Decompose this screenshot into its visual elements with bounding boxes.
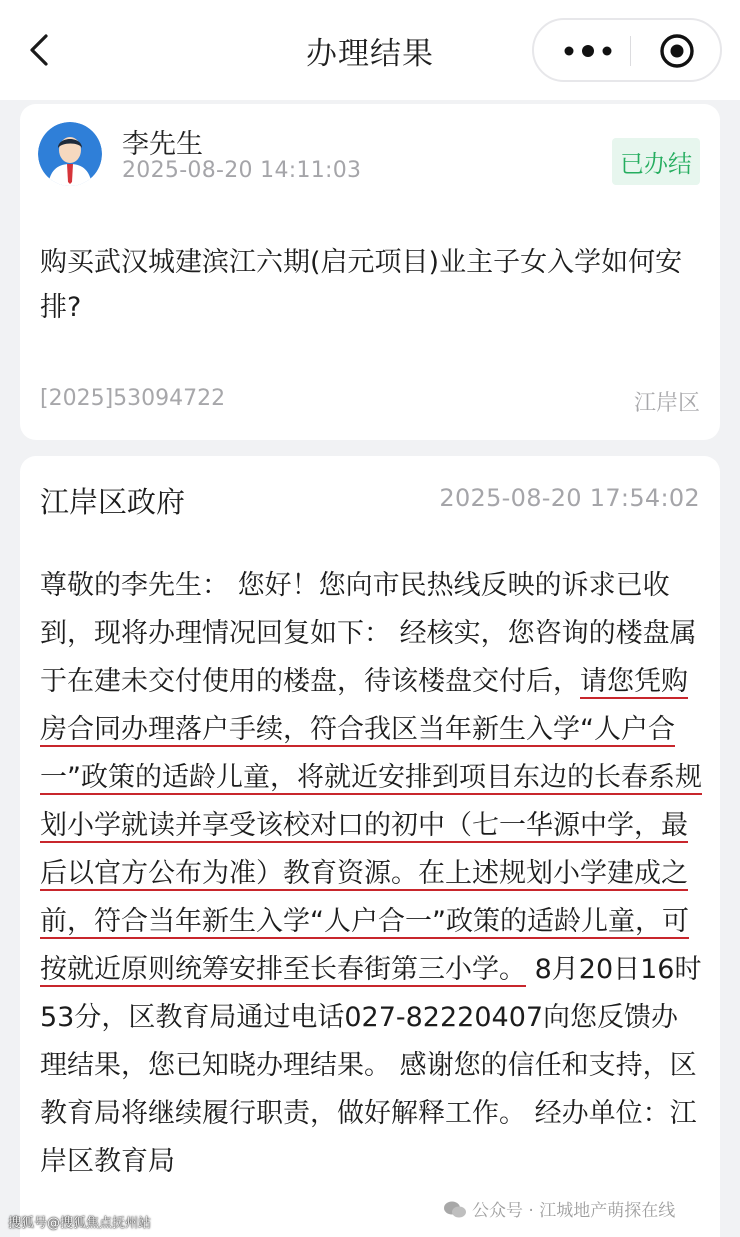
wechat-icon xyxy=(444,1201,466,1219)
reply-text-intro: 尊敬的李先生： 您好！您向市民热线反映的诉求已收到，现将办理情况回复如下： 经核实，您咨询的楼盘属于在建未交付使用的楼盘，待该楼盘交付后， xyxy=(40,570,697,697)
page-title: 办理结果 xyxy=(306,36,434,72)
watermark-left: 搜狐号@搜狐焦点抚州站 xyxy=(8,1216,152,1231)
top-navigation-bar xyxy=(0,0,740,100)
request-card xyxy=(20,104,720,440)
case-number: [2025]53094722 xyxy=(40,386,226,411)
status-badge: 已办结 xyxy=(612,138,700,185)
question-text: 购买武汉城建滨江六期(启元项目)业主子女入学如何安排? xyxy=(40,247,683,323)
department-name: 江岸区政府 xyxy=(40,485,186,519)
watermark-right xyxy=(444,1196,675,1221)
capsule-divider xyxy=(630,36,631,66)
reply-body xyxy=(40,562,704,1186)
reply-text-outro: 8月20日16时53分，区教育局通过电话027-82220407向您反馈办理结果，您已知晓办理结果。 感谢您的信任和支持，区教育局将继续履行职责，做好解释工作。 经办单位：江岸区教育局 xyxy=(40,954,702,1177)
target-close-icon[interactable] xyxy=(658,32,696,70)
user-name: 李先生 xyxy=(122,129,203,160)
district-label: 江岸区 xyxy=(633,391,700,416)
user-avatar-icon xyxy=(38,122,102,186)
more-dots-icon[interactable] xyxy=(560,40,616,62)
reply-timestamp: 2025-08-20 17:54:02 xyxy=(439,484,700,512)
reply-text-highlighted: 请您凭购房合同办理落户手续，符合我区当年新生入学“人户合一”政策的适龄儿童，将就近安排到项目东边的长春系规划小学就读并享受该校对口的初中（七一华源中学，最后以官方公布为准）教育资源。在上述规划小学建成之前，符合当年新生入学“人户合一”政策的适龄儿童，可按就近原则统筹安排至长春街第三小学。 xyxy=(40,666,702,985)
submit-timestamp: 2025-08-20 14:11:03 xyxy=(122,158,362,183)
reply-card xyxy=(20,456,720,1237)
mini-program-capsule xyxy=(532,18,722,82)
watermark-right-text: 公众号 · 江城地产萌探在线 xyxy=(472,1201,676,1221)
